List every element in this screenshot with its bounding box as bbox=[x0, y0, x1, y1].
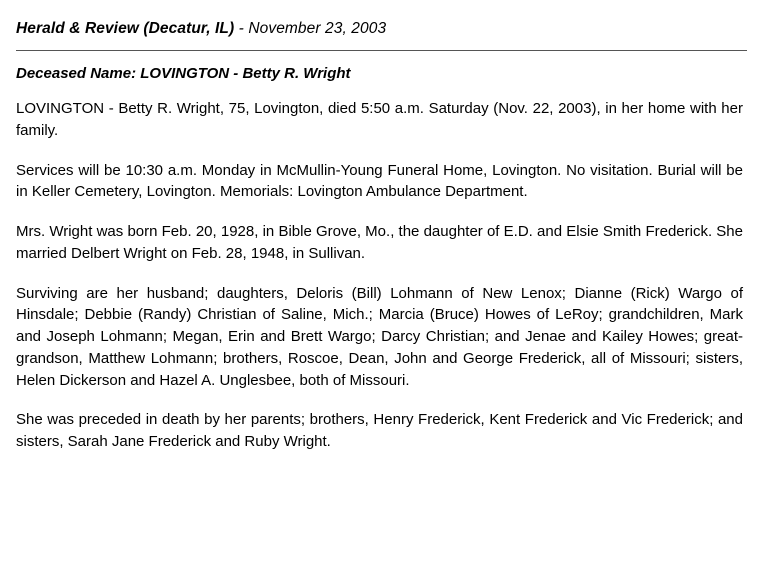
obituary-paragraph: She was preceded in death by her parents; brothers, Henry Frederick, Kent Frederick and Vic Frederick; and sisters, Sarah Jane Frederick and Ruby Wright. bbox=[16, 411, 743, 450]
obituary-paragraph: Mrs. Wright was born Feb. 20, 1928, in Bible Grove, Mo., the daughter of E.D. and Elsie Smith Frederick. She married Delbert Wright on Feb. 28, 1948, in Sullivan. bbox=[16, 223, 743, 262]
header-separator: - bbox=[234, 20, 249, 37]
source-header bbox=[16, 20, 747, 38]
obituary-paragraph: Services will be 10:30 a.m. Monday in McMullin-Young Funeral Home, Lovington. No visitation. Burial will be in Keller Cemetery, Lovington. Memorials: Lovington Ambulance Department. bbox=[16, 161, 743, 201]
header-divider bbox=[16, 50, 747, 51]
deceased-name-line bbox=[16, 65, 747, 82]
deceased-name: LOVINGTON - Betty R. Wright bbox=[136, 65, 351, 82]
publication-name: Herald & Review (Decatur, IL) bbox=[16, 20, 235, 37]
publication-date: November 23, 2003 bbox=[248, 20, 387, 37]
obituary-paragraph: LOVINGTON - Betty R. Wright, 75, Lovington, died 5:50 a.m. Saturday (Nov. 22, 2003), in her home with her family. bbox=[16, 100, 743, 139]
deceased-label: Deceased Name: bbox=[16, 65, 137, 82]
obituary-paragraph: Surviving are her husband; daughters, Deloris (Bill) Lohmann of New Lenox; Dianne (Rick) Wargo of Hinsdale; Debbie (Randy) Christian of Saline, Mich.; Marcia (Bruce) Howes of LeRoy; grandchildren, Mark and Joseph Lohmann; Megan, Erin and Brett Wargo; Darcy Christian; and Jenae and Kailey Howes; great-grandson, Matthew Lohmann; brothers, Roscoe, Dean, John and George Frederick, all of Missouri; sisters, Helen Dickerson and Hazel A. Unglesbee, both of Missouri. bbox=[16, 284, 743, 389]
